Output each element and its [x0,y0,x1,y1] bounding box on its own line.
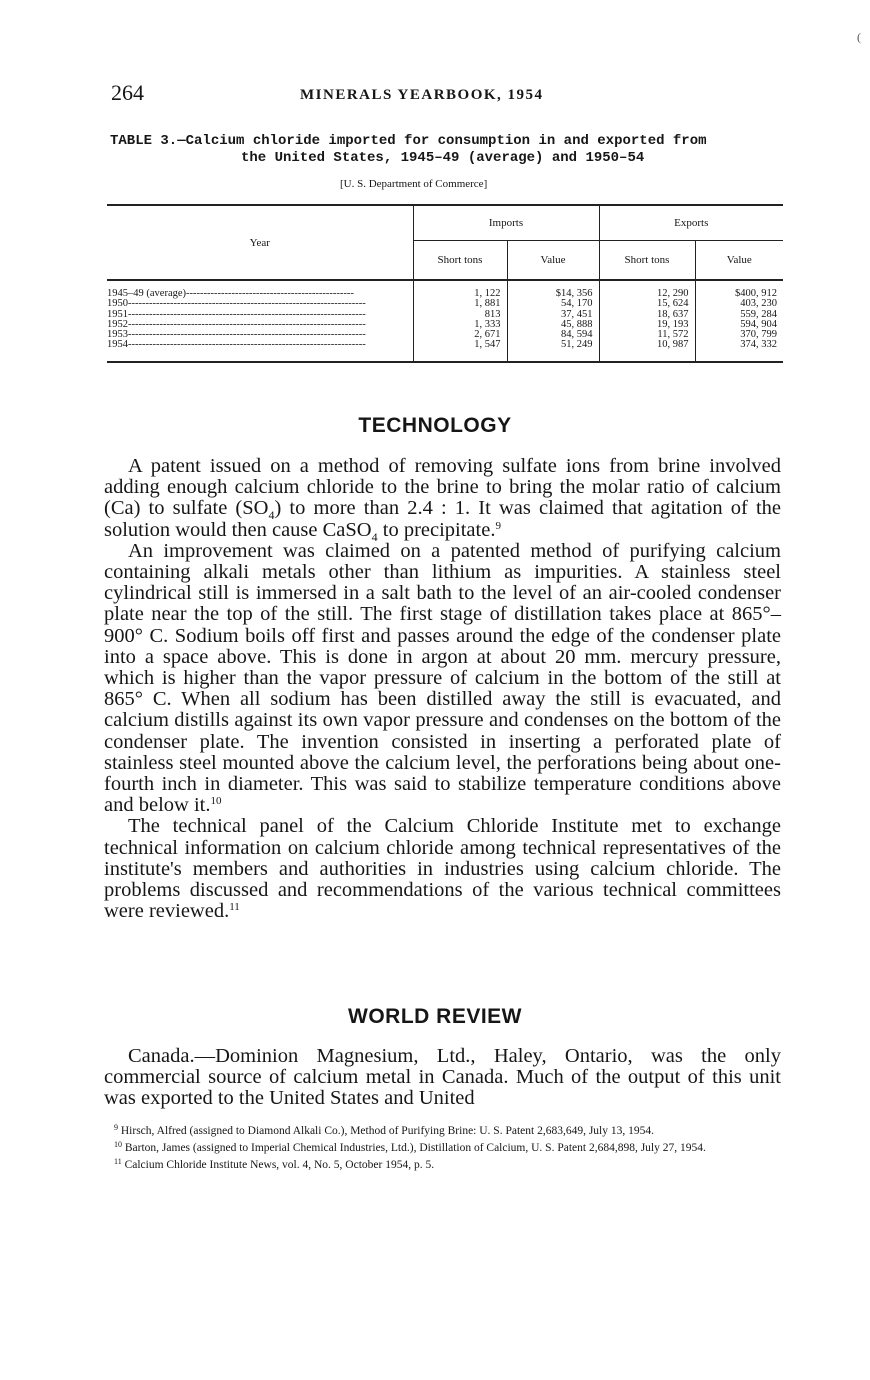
table-cell: 1, 881 [474,299,501,310]
table-cell: 11, 572 [657,330,689,341]
table-row-year: 1951-------------------------------------------------------------------- [107,309,366,320]
table-cell: 374, 332 [740,340,777,351]
table-caption [110,133,790,167]
column-header-exports-value: Value [695,241,783,281]
table-cell: 15, 624 [657,299,689,310]
table-cell: 813 [484,309,501,320]
footnote-ref: 9 [495,519,501,532]
section-heading-world-review: WORLD REVIEW [348,1005,522,1028]
table-cell: 403, 230 [740,299,777,310]
footnote: $^9$ Hirsch, Alfred (assigned to Diamond Alkali Co.), Method of Purifying Brine: U. S. Patent 2,683,649, July 13, 1954. [114,1123,654,1137]
column-group-exports: Exports [599,205,783,241]
footnote: $^{11}$ Calcium Chloride Institute News, vol. 4, No. 5, October 1954, p. 5. [114,1157,435,1171]
margin-mark: ( [857,30,861,44]
technology-body [104,456,781,922]
section-heading-technology: TECHNOLOGY [358,414,512,437]
table-cell: 37, 451 [561,309,593,320]
table-cell: 594, 904 [740,319,777,330]
table-cell: 54, 170 [561,299,593,310]
table-cell: 370, 799 [740,330,777,341]
table-body [107,280,783,362]
paragraph: Canada.—Dominion Magnesium, Ltd., Haley, Ontario, was the only commercial source of calcium metal in Canada. Much of the output of this unit was exported to the United States and United [104,1045,781,1110]
table-caption-line1: TABLE 3.—Calcium chloride imported for consumption in and exported from [110,133,707,149]
paragraph: An improvement was claimed on a patented method of purifying calcium containing alkali metals other than lithium as impurities. A stainless steel cylindrical still is immersed in a salt bath to the level of an air-cooled condenser plate near the top of the still. The first stage of distillation takes place at 865°–900° C. Sodium boils off first and passes around the edge of the condenser plate into a space above. This is done in argon at about 20 mm. mercury pressure, which is higher than the vapor pressure of calcium in the bottom of the still at 865° C. When all sodium has been distilled away the still is evacuated, and calcium distills against its own vapor pressure and condenses on the bottom of the condenser plate. The invention consisted in inserting a perforated plate of stainless steel mounted above the calcium level, the perforations being about one-fourth inch in diameter. This was said to stabilize temperature conditions above and below it.$^{10}$ [104,539,781,817]
table-cell: 45, 888 [561,319,593,330]
table-cell: 51, 249 [561,340,593,351]
table-source: [U. S. Department of Commerce] [340,178,488,190]
column-group-imports: Imports [413,205,599,241]
column-header-imports-value: Value [507,241,599,281]
table-cell: 559, 284 [740,309,777,320]
imports-value-column [507,280,599,362]
table-cell: $400, 912 [735,289,777,299]
table-cell: 19, 193 [657,319,689,330]
column-header-imports-tons: Short tons [413,241,507,281]
exports-value-column [695,280,783,362]
paragraph: A patent issued on a method of removing sulfate ions from brine involved adding enough calcium chloride to the brine to bring the molar ratio of calcium (Ca) to sulfate $(SO_4)$ to more than 2.4 : 1. It was claimed that agitation of the solution would then cause CaSO$_4$ to precipitate.$^9$ [104,455,782,544]
table-cell: 10, 987 [657,340,689,351]
table-cell: 84, 594 [561,330,593,341]
world-review-body [104,1046,781,1110]
year-column [107,280,413,362]
column-header-year: Year [107,205,413,280]
table-row-year: 1953-------------------------------------------------------------------- [107,330,366,341]
table-row-year: 1952-------------------------------------------------------------------- [107,319,366,330]
table-cell: 1, 333 [474,319,501,330]
calcium-chloride-table [107,204,783,363]
table-cell: 1, 122 [474,289,501,299]
table-cell: 1, 547 [474,340,501,351]
table-row-year: 1954-------------------------------------------------------------------- [107,340,366,351]
running-title: MINERALS YEARBOOK, 1954 [300,87,544,103]
table-cell: 18, 637 [657,309,689,320]
footnote: $^{10}$ Barton, James (assigned to Imperial Chemical Industries, Ltd.), Distillation of Calcium, U. S. Patent 2,684,898, July 27, 1954. [114,1140,706,1154]
footnote-ref: 11 [229,901,240,914]
exports-tons-column [599,280,695,362]
imports-tons-column [413,280,507,362]
table-cell: 12, 290 [657,289,689,299]
column-header-exports-tons: Short tons [599,241,695,281]
table-row-year: 1950-------------------------------------------------------------------- [107,299,366,310]
footnote-ref: 10 [210,795,222,808]
paragraph: The technical panel of the Calcium Chloride Institute met to exchange technical information on calcium chloride among technical representatives of the institute's members and authorities in industries using calcium chloride. The problems discussed and recommendations of the various technical committees were reviewed.$^{11}$ [104,815,781,923]
table-caption-line2: the United States, 1945–49 (average) and 1950–54 [241,150,645,166]
table-row-year: 1945–49 (average)------------------------------------------------ [107,289,354,299]
table-cell: $14, 356 [555,289,593,299]
page-number: 264 [111,80,144,105]
footnotes [102,1121,782,1172]
table-cell: 2, 671 [474,330,501,341]
